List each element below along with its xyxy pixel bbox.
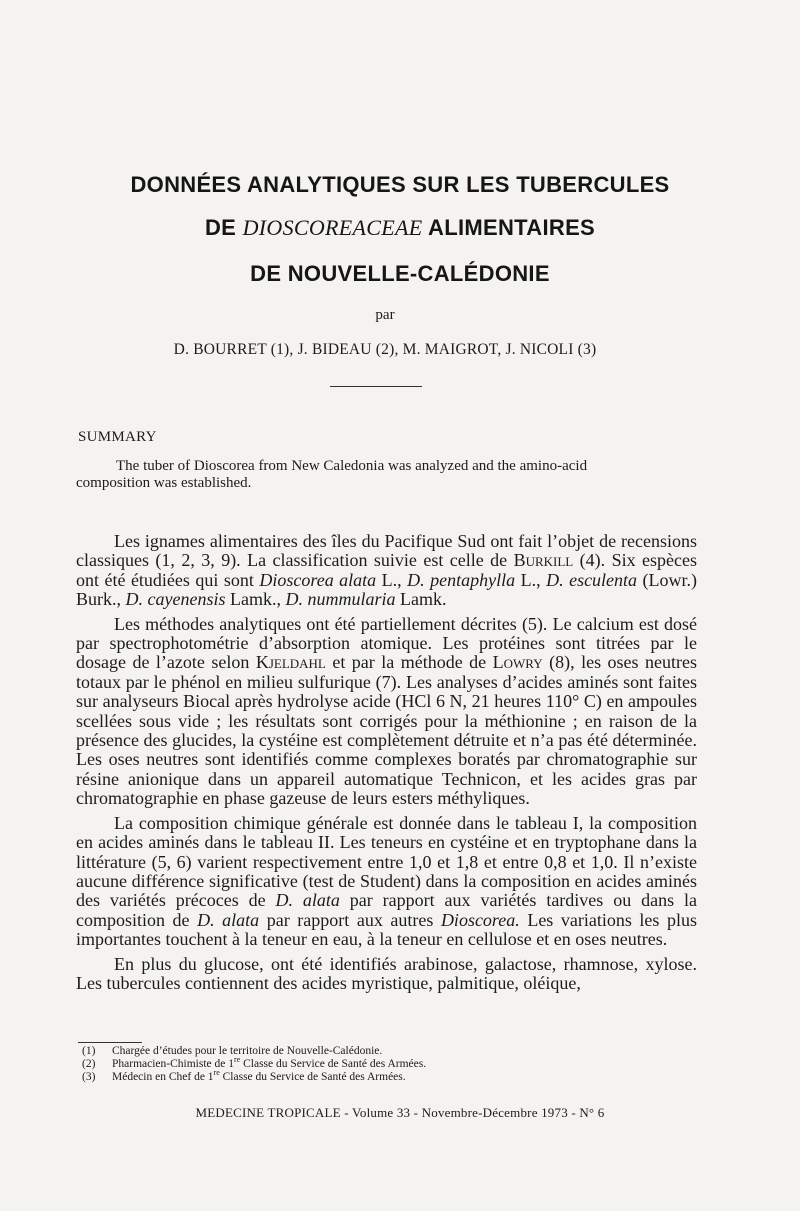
summary-text: [76, 458, 698, 491]
article-title-line-1: DONNÉES ANALYTIQUES SUR LES TUBERCULES: [130, 172, 670, 197]
author-list: D. BOURRET (1), J. BIDEAU (2), M. MAIGROT, J. NICOLI (3): [173, 341, 597, 358]
title-alimentaires: ALIMENTAIRES: [428, 215, 596, 240]
paragraph-3: La composition chimique générale est donnée dans le tableau I, la composition en acides aminés dans le tableau II. Les teneurs en cystéine et en tryptophane dans la littérature (5, 6) varient respectivement entre 1,0 et 1,8 et entre 0,8 et 1,0. Il n’existe aucune différence significative (test de Student) dans la composition en acides aminés des variétés précoces de D. alata par rapport aux variétés tardives ou dans la composition de D. alata par rapport aux autres Dioscorea. Les variations les plus importantes touchent à la teneur en eau, à la teneur en cellulose et en oses neutres.: [76, 812, 697, 950]
title-dioscoreaceae: DIOSCOREACEAE: [242, 215, 423, 240]
paragraph-2: Les méthodes analytiques ont été partiellement décrites (5). Le calcium est dosé par spectrophotométrie d’absorption atomique. Les protéines sont titrées par le dosage de l’azote selon Kjeldahl et par la méthode de Lowry (8), les oses neutres totaux par le phénol en milieu sulfurique (7). Les analyses d’acides aminés sont faites sur analyseurs Biocal après hydrolyse acide (HCl 6 N, 21 heures 110° C) en ampoules scellées sous vide ; les résultats sont corrigés pour la méthionine ; en raison de la présence des glucides, la cystéine est complètement détruite et n’a pas été déterminée. Les oses neutres sont identifiés comme complexes boratés par chromatographie sur résine anionique dans un appareil automatique Technicon, et les acides gras par chromatographie en phase gazeuse de leurs esters méthyliques.: [76, 613, 698, 809]
title-divider: [330, 386, 422, 387]
title-de: DE: [204, 215, 237, 240]
article-body: [76, 532, 697, 993]
article-title-line-2: [0, 215, 800, 241]
summary-line-2: composition was established.: [76, 474, 252, 491]
footnote-3: (3) Médecin en Chef de 1re Classe du Service de Santé des Armées.: [82, 1068, 406, 1083]
summary-line-1: The tuber of Dioscorea from New Caledonia was analyzed and the amino-acid: [116, 458, 588, 474]
footnote-2: (2) Pharmacien-Chimiste de 1re Classe du Service de Santé des Armées.: [82, 1055, 427, 1070]
summary-heading: SUMMARY: [78, 429, 157, 445]
article-title-line-3: DE NOUVELLE-CALÉDONIE: [250, 261, 550, 286]
journal-citation: MEDECINE TROPICALE - Volume 33 - Novembre-Décembre 1973 - N° 6: [195, 1105, 605, 1120]
paragraph-4: En plus du glucose, ont été identifiés arabinose, galactose, rhamnose, xylose. Les tubercules contiennent des acides myristique, palmitique, oléique,: [76, 953, 697, 993]
byline-par: par: [375, 307, 395, 323]
footnotes: [82, 1045, 672, 1084]
footnote-1: (1) Chargée d’études pour le territoire de Nouvelle-Calédonie.: [82, 1045, 383, 1057]
footnote-divider: [78, 1042, 142, 1043]
paragraph-1: Les ignames alimentaires des îles du Pacifique Sud ont fait l’objet de recensions classiques (1, 2, 3, 9). La classification suivie est celle de Burkill (4). Six espèces ont été étudiées qui sont Dioscorea alata L., D. pentaphylla L., D. esculenta (Lowr.) Burk., D. cayenensis Lamk., D. nummularia Lamk.: [76, 531, 698, 610]
